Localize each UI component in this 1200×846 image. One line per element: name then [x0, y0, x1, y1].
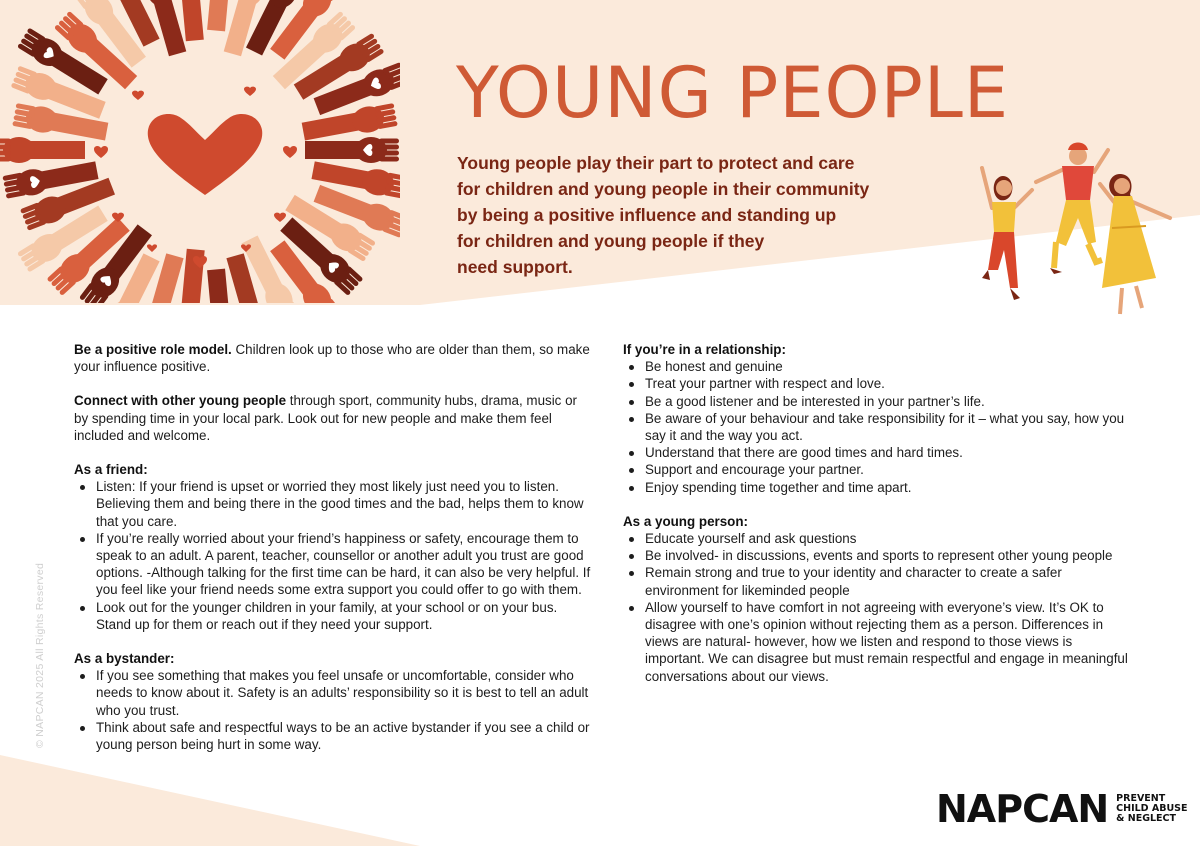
right-column	[623, 341, 1133, 702]
logo-tagline	[1116, 794, 1187, 824]
list-item: Be involved- in discussions, events and sports to represent other young people	[623, 547, 1133, 564]
small-heart-icon	[274, 213, 286, 222]
footer-wedge-shape	[0, 755, 420, 846]
list-item: If you see something that makes you feel unsafe or uncomfortable, consider who needs to know about it. Safety is an adults’ responsibility so it is best to tell an adult who you trust.	[74, 667, 594, 719]
list-item: Treat your partner with respect and love.	[623, 375, 1133, 392]
role-model-text: Children look up to those who are older than them, so make your influence positive.	[74, 342, 590, 375]
intro-line: for children and young people in their community	[457, 179, 870, 199]
dancer-left-figure	[982, 168, 1032, 300]
role-model-lead: Be a positive role model.	[74, 342, 232, 357]
small-heart-icon	[283, 146, 297, 158]
dancer-middle-figure	[1036, 143, 1108, 275]
list-item: Be a good listener and be interested in your partner’s life.	[623, 393, 1133, 410]
intro-line: by being a positive influence and standing up	[457, 205, 837, 225]
list-item: If you’re really worried about your friend’s happiness or safety, encourage them to speak to an adult. A parent, teacher, counsellor or another adult you trust are good options. -Although talking for the first time can be hard, it can also be very helpful. If you feel like your friend needs some extra support you could offer to go with them.	[74, 530, 594, 599]
list-item: Remain strong and true to your identity and character to create a safer environment for likeminded people	[623, 564, 1133, 598]
small-heart-icon	[112, 213, 124, 222]
list-item: Listen: If your friend is upset or worried they most likely just need you to listen. Believing them and being there in the good times and the bad, helps them to know that you care.	[74, 478, 594, 530]
logo-tagline-line: CHILD ABUSE	[1116, 803, 1188, 814]
young-person-list	[623, 530, 1133, 685]
relationship-heading: If you’re in a relationship:	[623, 342, 786, 357]
page-title: YOUNG PEOPLE	[456, 52, 1010, 134]
friend-heading: As a friend:	[74, 462, 148, 478]
small-heart-icon	[147, 244, 157, 252]
napcan-logo	[936, 787, 1188, 831]
relationship-list	[623, 358, 1133, 496]
small-heart-icon	[244, 87, 256, 96]
young-person-heading: As a young person:	[623, 513, 748, 529]
friend-list	[74, 478, 594, 633]
role-model-paragraph	[74, 341, 594, 375]
hand-shape	[305, 137, 399, 163]
intro-line: need support.	[457, 257, 573, 277]
hands-heart-illustration	[0, 0, 400, 303]
connect-lead: Connect with other young people	[74, 393, 287, 409]
list-item: Be honest and genuine	[623, 358, 1133, 375]
small-heart-icon	[94, 146, 108, 158]
logo-tagline-line: PREVENT	[1116, 793, 1166, 804]
copyright-notice: © NAPCAN 2025 All Rights Reserved	[34, 562, 46, 748]
list-item: Educate yourself and ask questions	[623, 530, 1133, 547]
list-item: Support and encourage your partner.	[623, 461, 1133, 478]
connect-text: through sport, community hubs, drama, music or by spending time in your local park. Look out for new people and make them feel included and welcome.	[74, 393, 578, 443]
list-item: Look out for the younger children in your family, at your school or on your bus. Stand up for them or reach out if they need your support.	[74, 599, 594, 633]
dancing-young-people-illustration	[970, 138, 1185, 328]
intro-line: for children and young people if they	[457, 231, 765, 251]
hand-shape	[0, 137, 85, 163]
intro-text	[457, 150, 947, 280]
big-heart-icon	[148, 114, 262, 195]
bystander-heading: As a bystander:	[74, 651, 175, 667]
list-item: Be aware of your behaviour and take responsibility for it – what you say, how you say it and the way you act.	[623, 410, 1133, 444]
list-item: Think about safe and respectful ways to be an active bystander if you see a child or young person being hurt in some way.	[74, 719, 594, 753]
intro-line: Young people play their part to protect and care	[457, 153, 855, 173]
list-item: Enjoy spending time together and time apart.	[623, 479, 1133, 496]
dancer-right-figure	[1100, 174, 1170, 314]
list-item: Allow yourself to have comfort in not agreeing with everyone’s view. It’s OK to disagree with one’s opinion without rejecting them as a person. Differences in views are natural- however, how we listen and respond to those views is important. We can disagree but must remain respectful and engage in meaningful conversations about our views.	[623, 599, 1133, 685]
left-column	[74, 341, 594, 770]
bystander-list	[74, 667, 594, 753]
logo-tagline-line: & NEGLECT	[1116, 813, 1176, 824]
list-item: Understand that there are good times and hard times.	[623, 444, 1133, 461]
hand-shape	[301, 102, 398, 145]
small-heart-icon	[132, 91, 144, 100]
connect-paragraph	[74, 392, 594, 444]
logo-wordmark: NAPCAN	[936, 787, 1109, 831]
